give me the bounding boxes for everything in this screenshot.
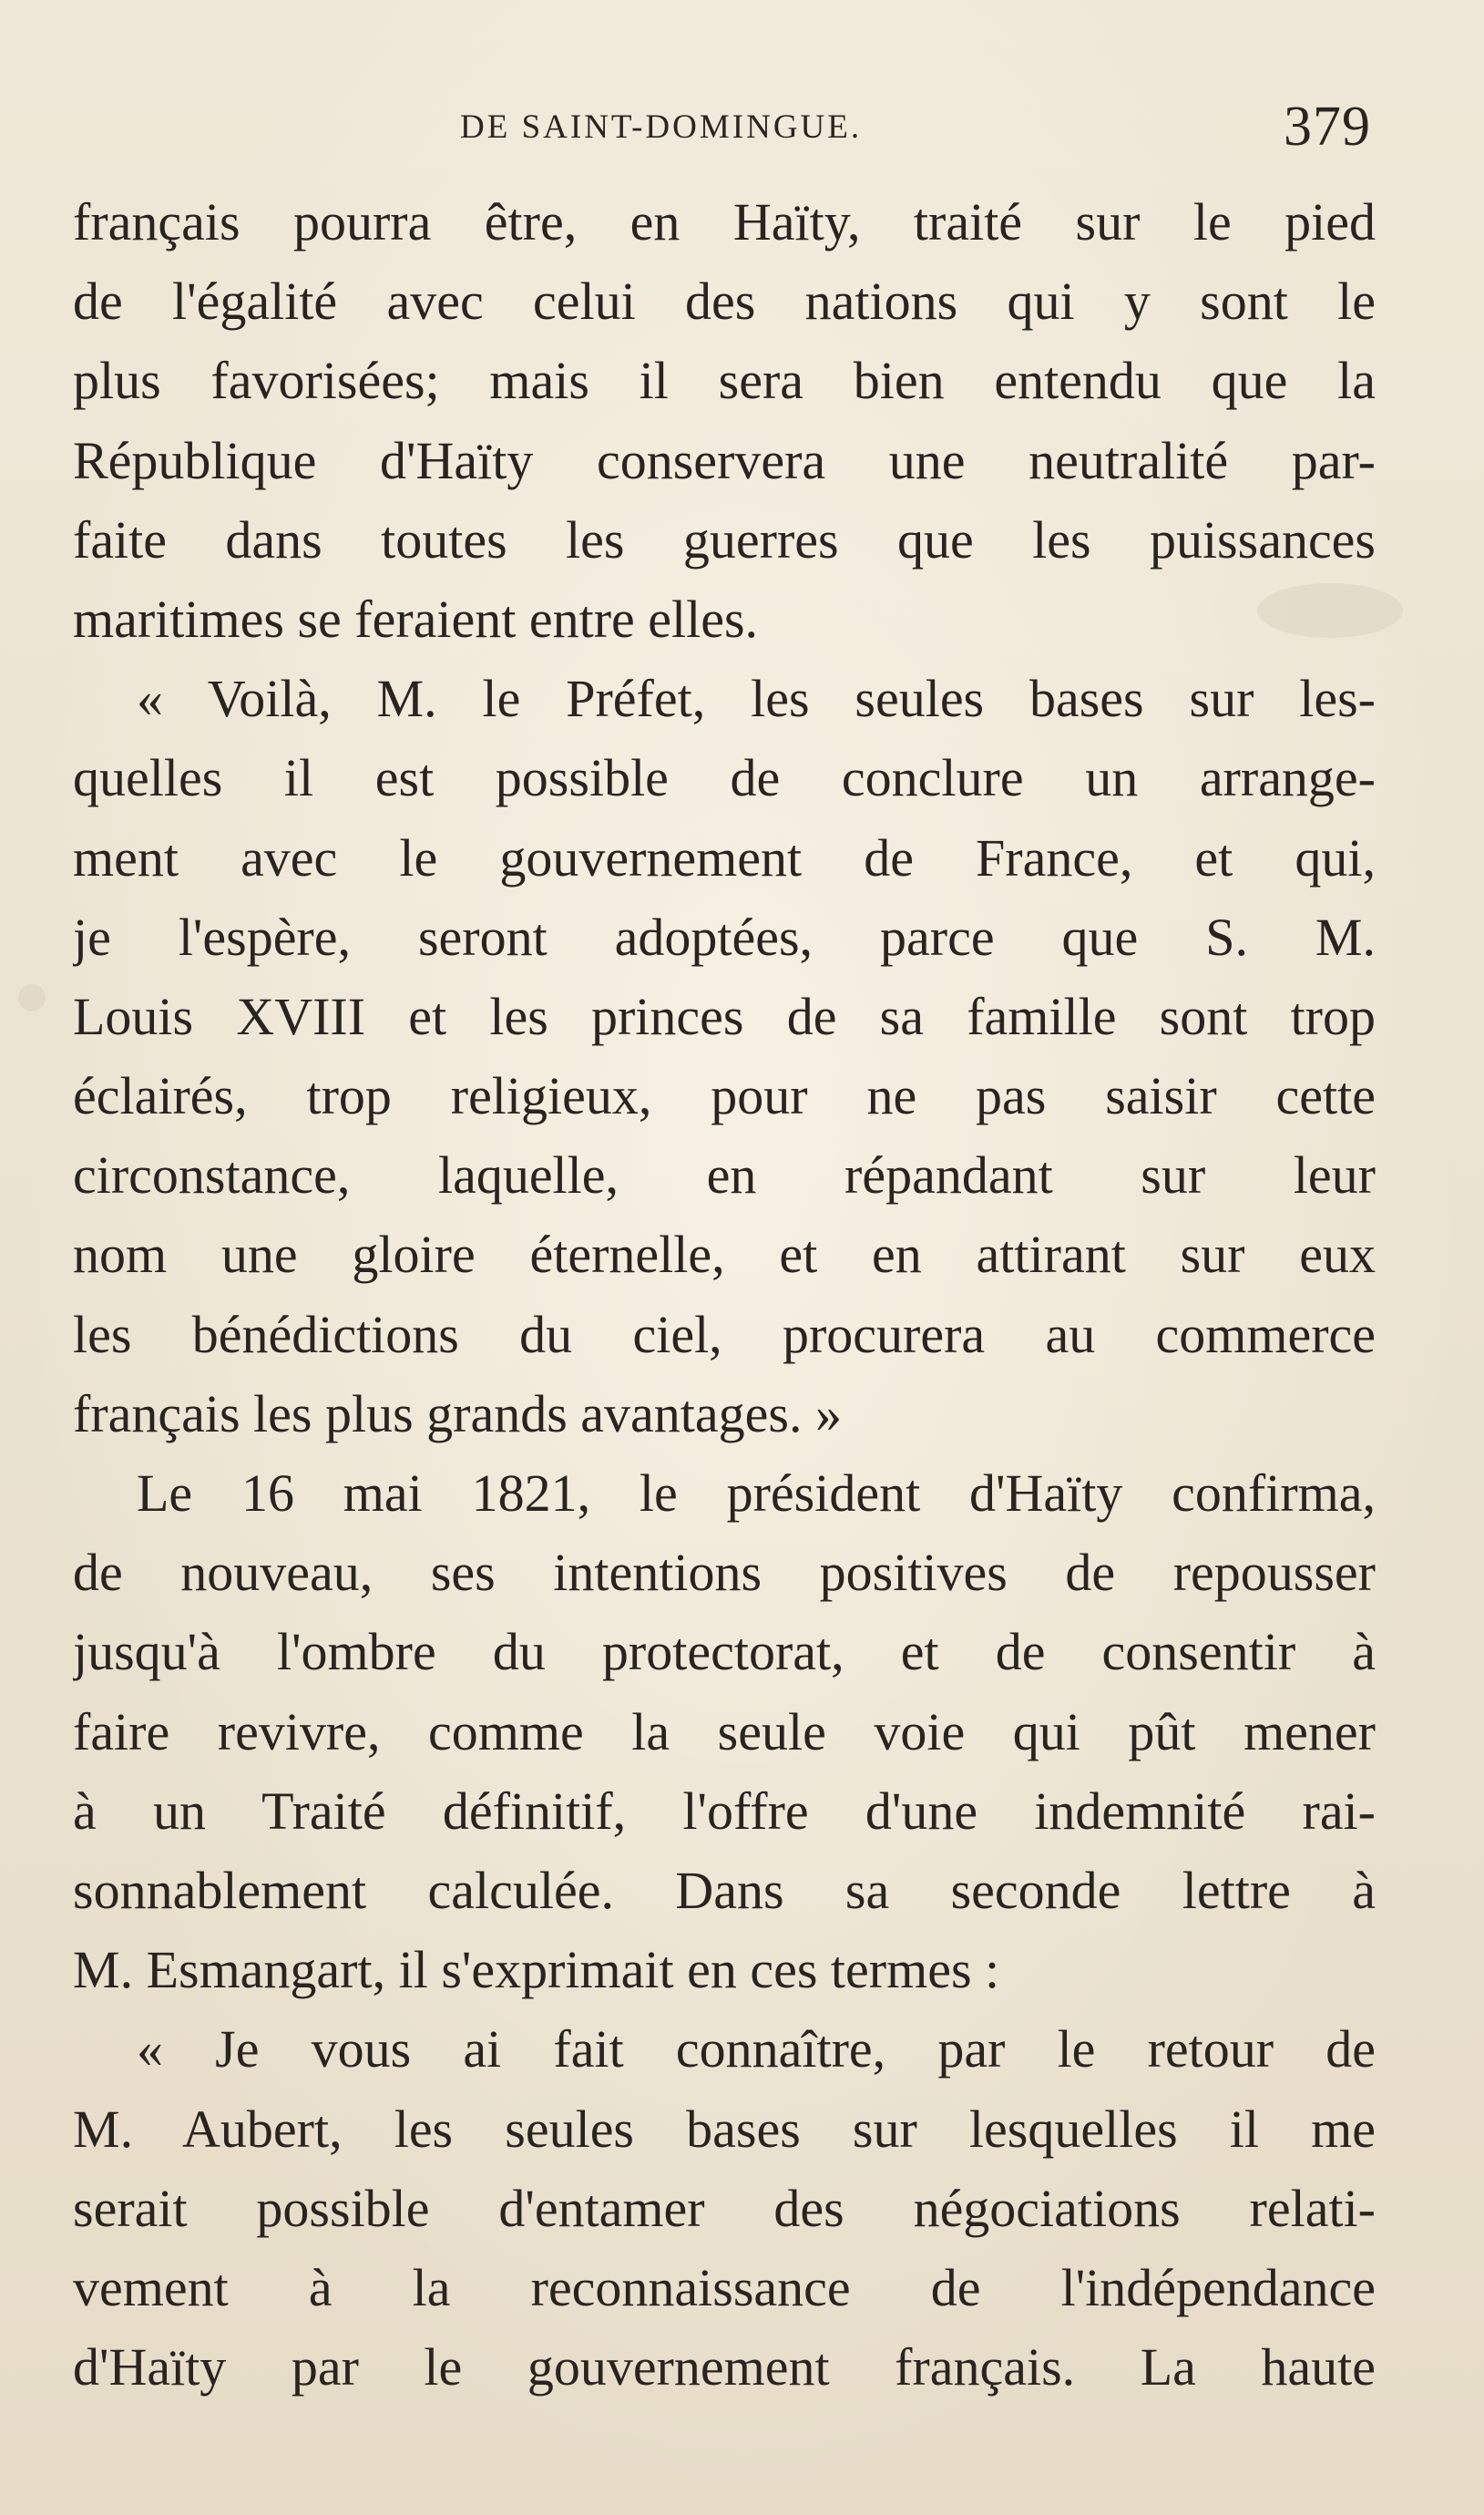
- text-line: République d'Haïty conservera une neutralité par-: [73, 430, 1376, 490]
- page-number: 379: [1284, 96, 1371, 158]
- text-line: les bénédictions du ciel, procurera au commerce: [73, 1304, 1376, 1364]
- text-line: je l'espère, seront adoptées, parce que S. M.: [73, 907, 1376, 967]
- text-line: français pourra être, en Haïty, traité sur le pied: [73, 192, 1376, 252]
- body-text: [73, 182, 1376, 2407]
- text-line: quelles il est possible de conclure un arrange-: [73, 748, 1376, 808]
- text-line: Le 16 mai 1821, le président d'Haïty confirma,: [137, 1463, 1376, 1523]
- text-line: vement à la reconnaissance de l'indépendance: [73, 2257, 1376, 2317]
- text-line: « Voilà, M. le Préfet, les seules bases sur les-: [137, 669, 1376, 729]
- text-line: ment avec le gouvernement de France, et qui,: [73, 827, 1376, 888]
- text-line: « Je vous ai fait connaître, par le retour de: [137, 2019, 1376, 2079]
- text-line: plus favorisées; mais il sera bien entendu que la: [73, 351, 1376, 411]
- text-line: M. Esmangart, il s'exprimait en ces termes :: [73, 1940, 1000, 2000]
- text-line: éclairés, trop religieux, pour ne pas saisir cette: [73, 1066, 1376, 1126]
- running-title: DE SAINT-DOMINGUE.: [460, 108, 863, 146]
- text-line: de nouveau, ses intentions positives de repousser: [73, 1543, 1376, 1603]
- text-line: français les plus grands avantages. »: [73, 1383, 842, 1443]
- paper-stain: [18, 984, 46, 1011]
- text-line: de l'égalité avec celui des nations qui y sont le: [73, 272, 1376, 332]
- text-line: nom une gloire éternelle, et en attirant sur eux: [73, 1225, 1376, 1285]
- text-line: serait possible d'entamer des négociations relati-: [73, 2178, 1376, 2238]
- text-line: faite dans toutes les guerres que les puissances: [73, 509, 1376, 570]
- text-line: à un Traité définitif, l'offre d'une indemnité rai-: [73, 1781, 1376, 1841]
- text-line: faire revivre, comme la seule voie qui pût mener: [73, 1701, 1376, 1761]
- text-line: maritimes se feraient entre elles.: [73, 589, 759, 649]
- text-line: M. Aubert, les seules bases sur lesquelles il me: [73, 2099, 1376, 2159]
- text-line: Louis XVIII et les princes de sa famille sont trop: [73, 986, 1376, 1046]
- running-head: [460, 98, 1371, 162]
- text-line: d'Haïty par le gouvernement français. La haute: [73, 2337, 1376, 2397]
- text-line: circonstance, laquelle, en répandant sur leur: [73, 1145, 1376, 1206]
- text-line: jusqu'à l'ombre du protectorat, et de consentir à: [73, 1622, 1376, 1682]
- text-line: sonnablement calculée. Dans sa seconde lettre à: [73, 1860, 1376, 1920]
